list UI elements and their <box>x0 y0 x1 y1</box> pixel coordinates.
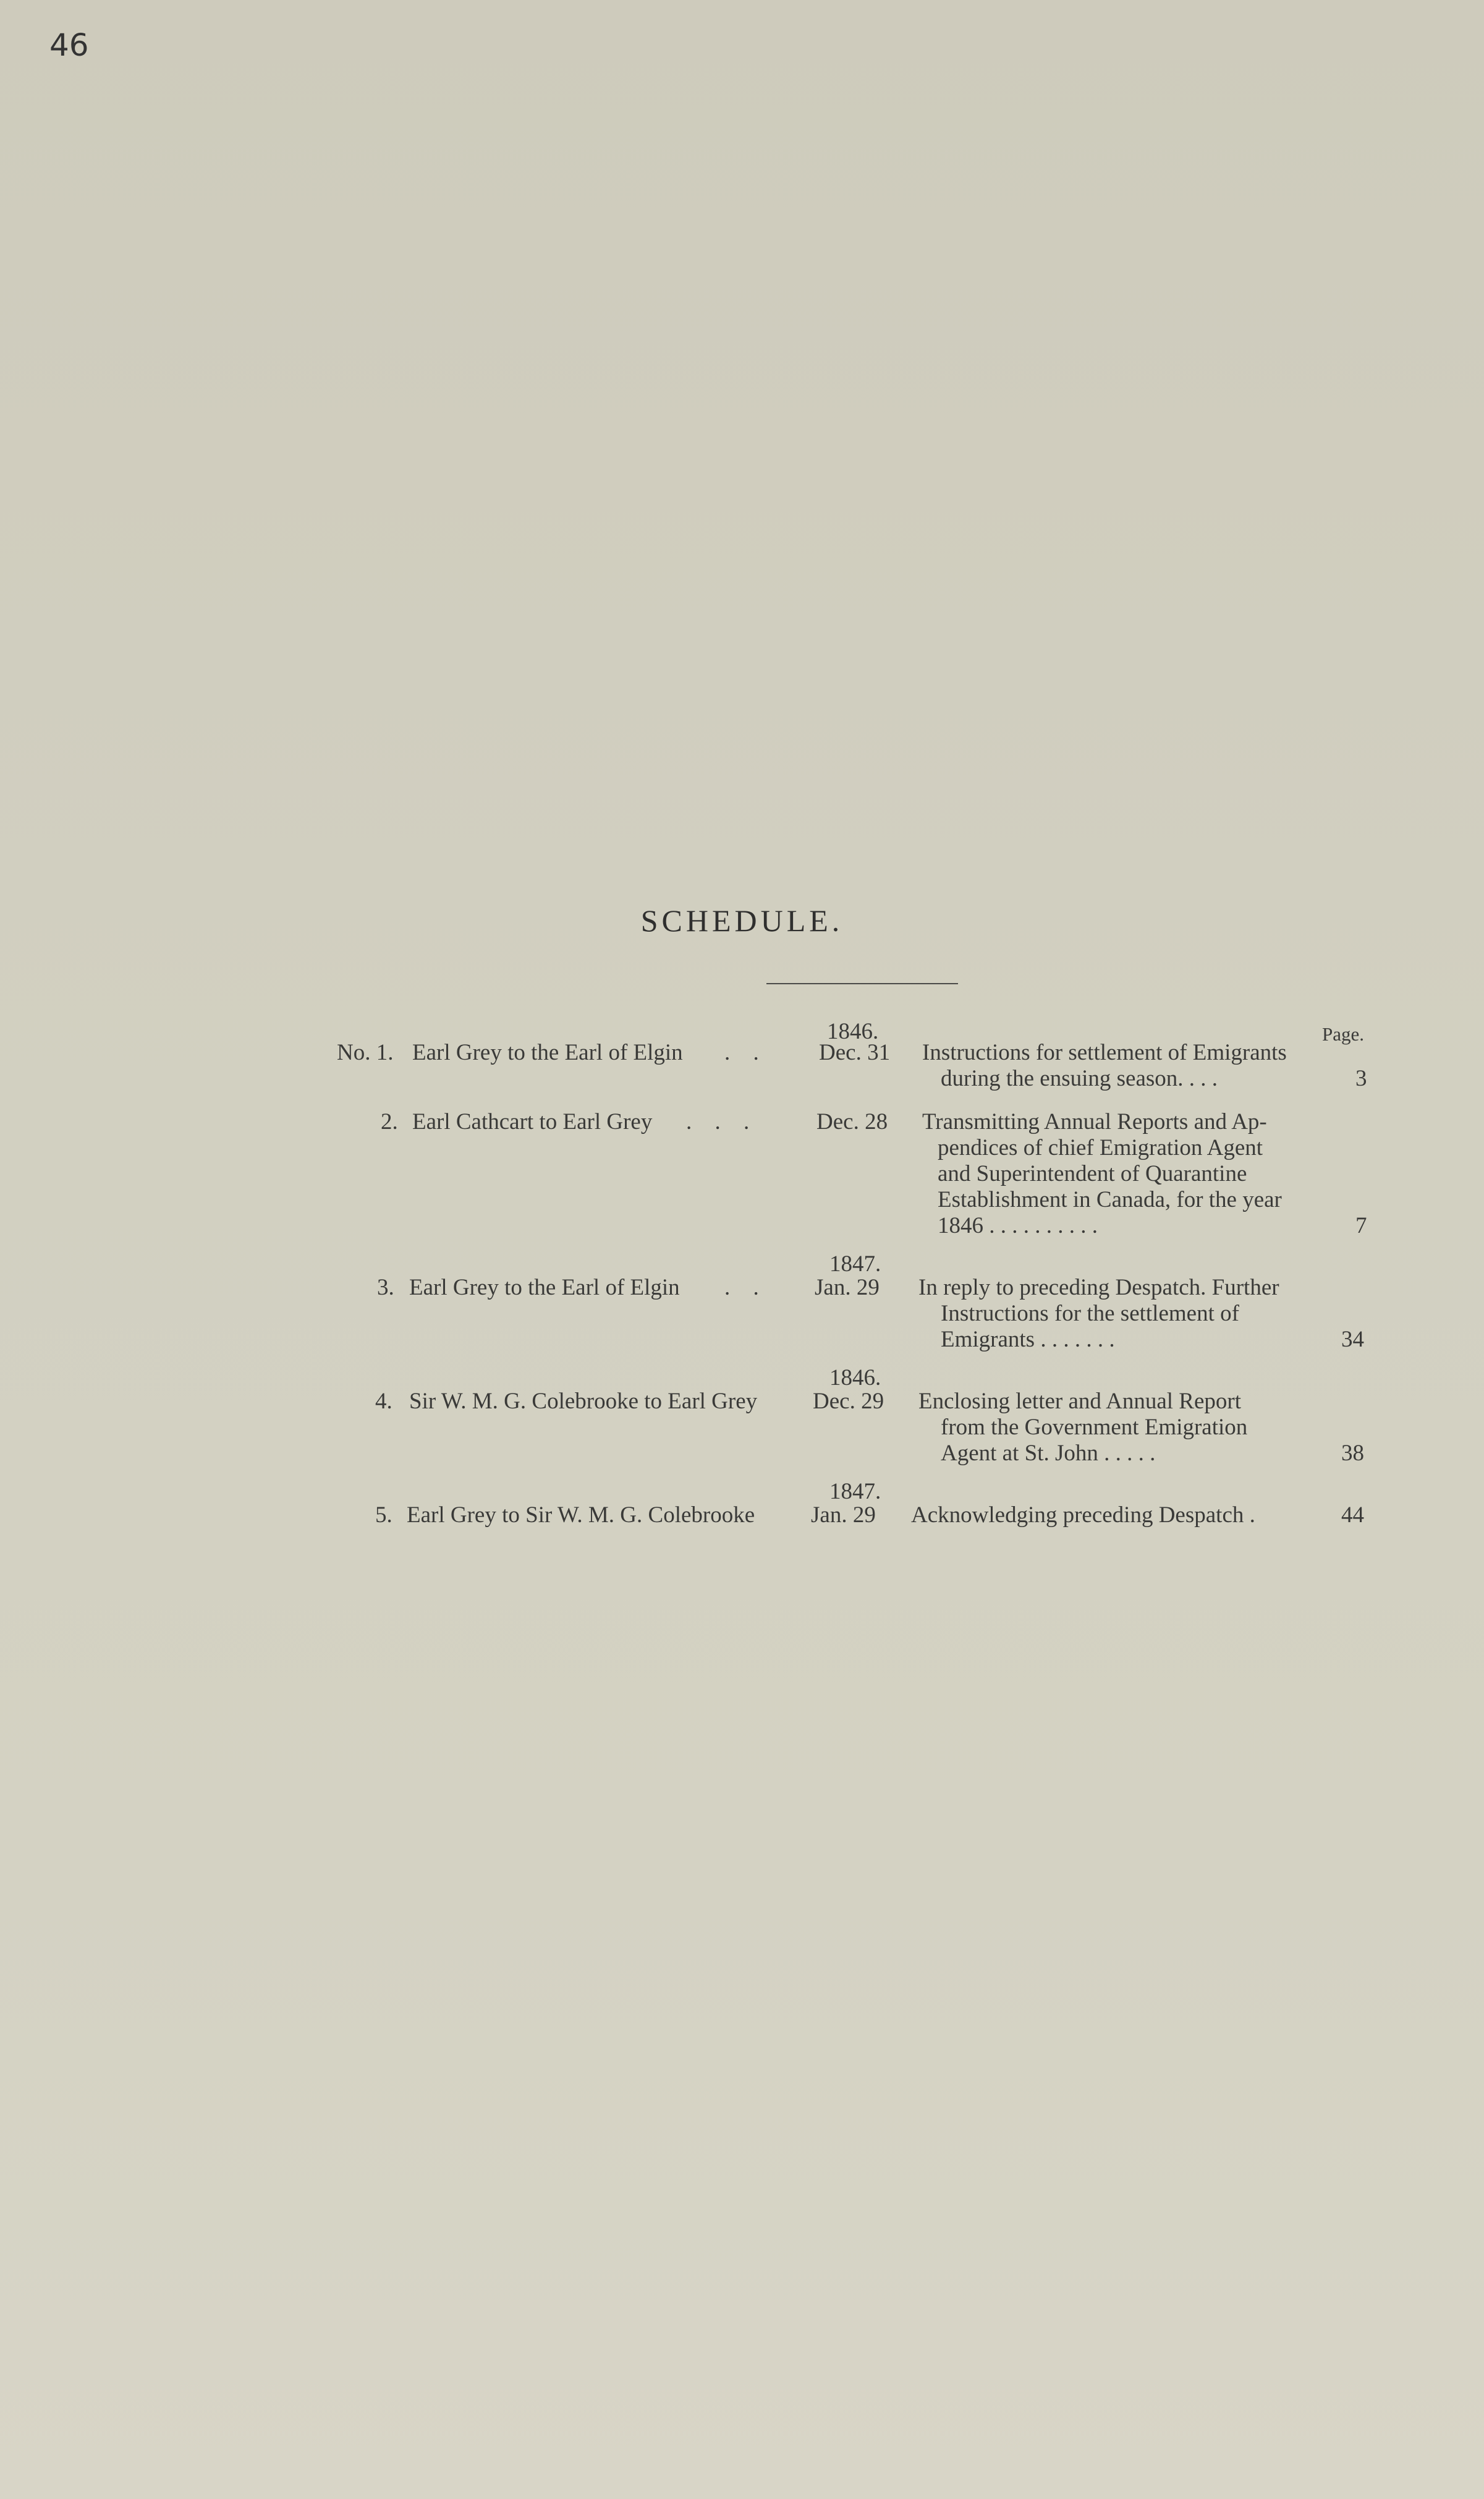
entry-description <box>918 1389 1317 1467</box>
entry-year: 1846. <box>827 1019 879 1044</box>
entry-page: 34 <box>1341 1327 1364 1352</box>
description-line: Emigrants . . . . . . . <box>941 1327 1115 1352</box>
entry-correspondents: Earl Grey to Sir W. M. G. Colebrooke <box>407 1502 755 1528</box>
entry-year: 1847. <box>829 1251 881 1277</box>
description-line: In reply to preceding Despatch. Further <box>918 1275 1279 1300</box>
entry-number: 2. <box>381 1109 398 1135</box>
entry-page: 3 <box>1355 1066 1367 1091</box>
description-line: from the Government Emigration <box>941 1415 1248 1440</box>
entry-correspondents: Earl Cathcart to Earl Grey <box>412 1109 653 1135</box>
page-number: 46 <box>49 27 89 63</box>
entry-description <box>922 1109 1321 1239</box>
entry-leader-dots: . . <box>724 1275 768 1300</box>
entry-date: Dec. 29 <box>813 1389 884 1414</box>
entry-page: 38 <box>1341 1441 1364 1466</box>
entry-date: Jan. 29 <box>815 1275 880 1300</box>
entry-description <box>918 1275 1317 1353</box>
description-line: Instructions for settlement of Emigrants <box>922 1040 1287 1065</box>
entry-description <box>911 1502 1310 1528</box>
description-line: Instructions for the settlement of <box>941 1301 1239 1326</box>
schedule-title: SCHEDULE. <box>640 903 844 938</box>
entry-leader-dots: . . . <box>686 1109 758 1135</box>
description-line: Enclosing letter and Annual Report <box>918 1389 1241 1414</box>
entry-number: No. 1. <box>337 1040 394 1065</box>
entry-number: 3. <box>377 1275 394 1300</box>
entry-correspondents: Sir W. M. G. Colebrooke to Earl Grey <box>409 1389 758 1414</box>
description-line: Establishment in Canada, for the year <box>938 1187 1282 1212</box>
description-line: 1846 . . . . . . . . . . <box>938 1213 1098 1238</box>
page-column-header: Page. <box>1322 1023 1365 1045</box>
entry-date: Dec. 28 <box>816 1109 888 1135</box>
entry-date: Dec. 31 <box>819 1040 891 1065</box>
entry-correspondents: Earl Grey to the Earl of Elgin <box>409 1275 680 1300</box>
entry-year: 1846. <box>829 1365 881 1390</box>
entry-leader-dots: . . <box>724 1040 768 1065</box>
entry-date: Jan. 29 <box>811 1502 876 1528</box>
entry-page: 44 <box>1341 1502 1364 1528</box>
description-line: pendices of chief Emigration Agent <box>938 1135 1263 1160</box>
entry-year: 1847. <box>829 1479 881 1504</box>
entry-number: 4. <box>375 1389 392 1414</box>
description-line: Agent at St. John . . . . . <box>941 1441 1156 1466</box>
entry-description <box>922 1040 1321 1092</box>
description-line: Acknowledging preceding Despatch . <box>911 1502 1255 1528</box>
entry-page: 7 <box>1355 1213 1367 1238</box>
entry-number: 5. <box>375 1502 392 1528</box>
description-line: and Superintendent of Quarantine <box>938 1161 1247 1186</box>
description-line: Transmitting Annual Reports and Ap- <box>922 1109 1267 1135</box>
entry-correspondents: Earl Grey to the Earl of Elgin <box>412 1040 683 1065</box>
description-line: during the ensuing season. . . . <box>941 1066 1218 1091</box>
